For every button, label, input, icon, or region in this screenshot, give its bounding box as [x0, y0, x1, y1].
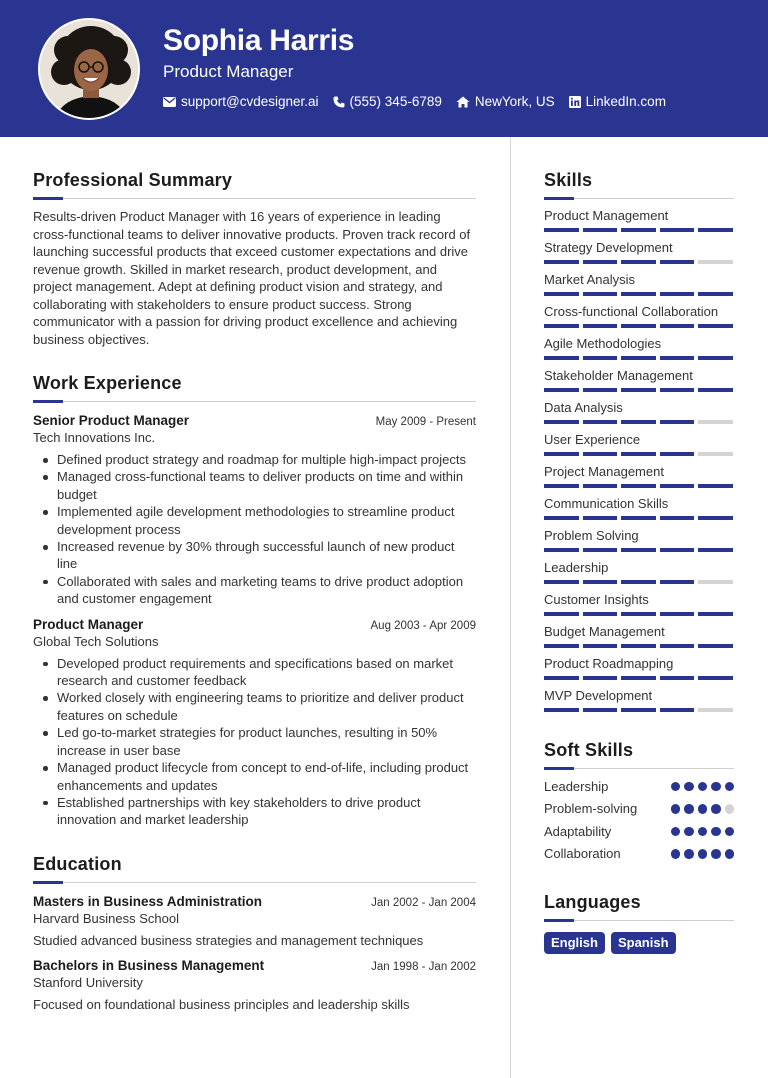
section-divider	[544, 198, 734, 199]
skill-level-segment	[621, 228, 656, 232]
soft-skill-rating	[671, 782, 735, 792]
list-item: Worked closely with engineering teams to prioritize and deliver product features on schedule	[33, 689, 476, 724]
rating-dot	[725, 827, 735, 837]
skill-level-segment	[621, 644, 656, 648]
skill-level-bar	[544, 644, 734, 648]
list-item: Increased revenue by 30% through successful launch of new product line	[33, 538, 476, 573]
skill-level-segment	[621, 388, 656, 392]
skill-level-segment	[583, 452, 618, 456]
skill-level-bar	[544, 420, 734, 424]
job-dates: Aug 2003 - Apr 2009	[370, 619, 476, 632]
skill-level-bar	[544, 708, 734, 712]
skill-level-segment	[583, 676, 618, 680]
linkedin-text: LinkedIn.com	[585, 94, 666, 109]
skill-name: Leadership	[544, 560, 609, 575]
section-title: Work Experience	[33, 373, 182, 393]
skill-level-segment	[544, 548, 579, 552]
school-name: Stanford University	[33, 974, 143, 990]
skill-level-segment	[544, 516, 579, 520]
experience-section	[33, 373, 476, 829]
skill-level-segment	[660, 452, 695, 456]
contact-email[interactable]	[163, 94, 319, 109]
skill-name: Communication Skills	[544, 496, 669, 511]
home-icon	[456, 96, 470, 108]
skill-item	[544, 487, 734, 519]
rating-dot	[698, 827, 708, 837]
section-divider	[544, 768, 734, 769]
skill-item	[544, 263, 734, 295]
skill-item	[544, 423, 734, 455]
skill-level-segment	[583, 484, 618, 488]
skill-level-segment	[583, 388, 618, 392]
skill-name: Product Management	[544, 208, 669, 223]
rating-dot	[671, 804, 681, 814]
email-text: support@cvdesigner.ai	[181, 94, 319, 109]
skill-name: Problem Solving	[544, 528, 639, 543]
job-entry	[33, 413, 476, 608]
skill-level-segment	[621, 708, 656, 712]
skill-level-segment	[583, 548, 618, 552]
soft-skill-name: Collaboration	[544, 846, 621, 862]
skill-level-segment	[698, 228, 733, 232]
soft-skill-name: Problem-solving	[544, 801, 638, 817]
rating-dot	[684, 827, 694, 837]
skill-name: Cross-functional Collaboration	[544, 304, 719, 319]
location-text: NewYork, US	[474, 94, 555, 109]
skill-name: Strategy Development	[544, 240, 673, 255]
list-item: Led go-to-market strategies for product launches, resulting in 50% increase in user base	[33, 724, 476, 759]
skill-level-segment	[544, 388, 579, 392]
education-dates: Jan 1998 - Jan 2002	[371, 960, 476, 973]
rating-dot	[671, 849, 681, 859]
skill-level-segment	[698, 388, 733, 392]
skill-name: Agile Methodologies	[544, 336, 662, 351]
skill-level-segment	[544, 356, 579, 360]
section-divider	[33, 198, 476, 199]
skill-level-segment	[698, 708, 733, 712]
skill-level-segment	[698, 580, 733, 584]
skill-level-segment	[583, 612, 618, 616]
skill-level-segment	[660, 292, 695, 296]
skill-level-segment	[583, 228, 618, 232]
list-item: Managed cross-functional teams to deliver products on time and within budget	[33, 468, 476, 503]
skill-level-bar	[544, 292, 734, 296]
soft-skill-item	[544, 775, 734, 798]
soft-skill-item	[544, 843, 734, 866]
skill-level-segment	[621, 452, 656, 456]
soft-skill-name: Adaptability	[544, 823, 612, 839]
soft-skill-rating	[671, 804, 735, 814]
skill-level-bar	[544, 452, 734, 456]
skill-item	[544, 359, 734, 391]
skill-level-segment	[660, 580, 695, 584]
skill-level-segment	[698, 676, 733, 680]
skill-item	[544, 327, 734, 359]
skill-level-segment	[583, 516, 618, 520]
skill-item	[544, 551, 734, 583]
skill-level-segment	[698, 292, 733, 296]
skill-level-segment	[544, 484, 579, 488]
rating-dot	[725, 782, 735, 792]
skill-level-segment	[660, 548, 695, 552]
rating-dot	[698, 849, 708, 859]
skill-level-segment	[621, 324, 656, 328]
contact-phone[interactable]	[333, 94, 442, 109]
school-name: Harvard Business School	[33, 910, 179, 926]
profile-photo	[38, 18, 140, 120]
skill-name: Market Analysis	[544, 272, 636, 287]
skill-level-segment	[698, 612, 733, 616]
education-dates: Jan 2002 - Jan 2004	[371, 896, 476, 909]
rating-dot	[725, 804, 735, 814]
rating-dot	[671, 782, 681, 792]
contact-location	[456, 94, 555, 109]
phone-text: (555) 345-6789	[349, 94, 442, 109]
column-divider	[510, 137, 511, 1078]
skill-level-segment	[583, 644, 618, 648]
section-title: Skills	[544, 170, 593, 190]
soft-skill-rating	[671, 827, 735, 837]
skills-list	[544, 199, 734, 711]
skill-level-segment	[660, 356, 695, 360]
skill-level-segment	[583, 356, 618, 360]
job-company: Global Tech Solutions	[33, 633, 159, 649]
soft-skill-item	[544, 798, 734, 821]
skill-item	[544, 615, 734, 647]
skill-level-segment	[583, 420, 618, 424]
skill-item	[544, 647, 734, 679]
skill-level-segment	[660, 388, 695, 392]
section-title: Education	[33, 853, 122, 874]
skill-level-segment	[621, 260, 656, 264]
skill-level-segment	[621, 676, 656, 680]
education-entry	[33, 958, 476, 1012]
skill-level-segment	[698, 484, 733, 488]
list-item: Established partnerships with key stakeholders to drive product innovation and market leadership	[33, 794, 476, 829]
list-item: Collaborated with sales and marketing teams to drive product adoption and customer engagement	[33, 573, 476, 608]
rating-dot	[711, 782, 721, 792]
skill-level-segment	[621, 484, 656, 488]
soft-skill-name: Leadership	[544, 778, 609, 794]
rating-dot	[671, 827, 681, 837]
skill-level-segment	[544, 644, 579, 648]
resume-header	[0, 0, 768, 137]
skill-name: MVP Development	[544, 688, 653, 703]
skill-level-segment	[621, 516, 656, 520]
skill-level-segment	[583, 708, 618, 712]
section-divider	[544, 920, 734, 921]
skill-item	[544, 455, 734, 487]
list-item: Managed product lifecycle from concept to end-of-life, including product enhancements and updates	[33, 759, 476, 794]
list-item: Implemented agile development methodologies to streamline product development process	[33, 503, 476, 538]
skill-level-segment	[544, 452, 579, 456]
skill-level-segment	[660, 612, 695, 616]
skill-level-bar	[544, 612, 734, 616]
skill-level-segment	[660, 516, 695, 520]
skill-name: User Experience	[544, 432, 641, 447]
skill-level-segment	[660, 644, 695, 648]
soft-skills-list	[544, 775, 734, 865]
linkedin-icon	[569, 96, 581, 108]
degree-title: Masters in Business Administration	[33, 893, 263, 909]
skill-level-segment	[583, 292, 618, 296]
phone-icon	[333, 96, 345, 108]
skill-level-bar	[544, 356, 734, 360]
education-description: Studied advanced business strategies and management techniques	[33, 932, 424, 948]
skill-level-bar	[544, 228, 734, 232]
sidebar-column	[544, 170, 734, 954]
skill-name: Stakeholder Management	[544, 368, 693, 383]
skill-level-bar	[544, 324, 734, 328]
skill-level-segment	[660, 420, 695, 424]
skill-level-segment	[544, 580, 579, 584]
skill-level-segment	[544, 292, 579, 296]
education-description: Focused on foundational business principles and leadership skills	[33, 996, 410, 1012]
skill-level-segment	[583, 580, 618, 584]
soft-skill-item	[544, 820, 734, 843]
soft-skill-rating	[671, 849, 735, 859]
skill-item	[544, 519, 734, 551]
rating-dot	[711, 827, 721, 837]
skill-name: Budget Management	[544, 624, 665, 639]
skill-level-bar	[544, 388, 734, 392]
skill-level-segment	[698, 356, 733, 360]
skill-level-segment	[621, 580, 656, 584]
contact-linkedin[interactable]	[569, 94, 666, 109]
skill-level-segment	[698, 548, 733, 552]
skill-level-segment	[698, 420, 733, 424]
rating-dot	[684, 782, 694, 792]
skill-name: Data Analysis	[544, 400, 623, 415]
language-tag: English	[544, 932, 605, 954]
skill-level-segment	[621, 292, 656, 296]
email-icon	[163, 97, 176, 107]
skill-level-segment	[544, 324, 579, 328]
skill-level-segment	[544, 260, 579, 264]
skill-level-segment	[544, 420, 579, 424]
skill-level-bar	[544, 516, 734, 520]
skill-level-segment	[698, 516, 733, 520]
skill-level-segment	[583, 324, 618, 328]
skill-level-segment	[698, 260, 733, 264]
skill-item	[544, 199, 734, 231]
job-entry	[33, 617, 476, 829]
skill-level-segment	[621, 356, 656, 360]
skill-level-segment	[660, 676, 695, 680]
section-title: Soft Skills	[544, 740, 634, 760]
skill-name: Customer Insights	[544, 592, 649, 607]
skill-item	[544, 583, 734, 615]
skill-level-segment	[660, 228, 695, 232]
skill-level-bar	[544, 580, 734, 584]
main-column	[33, 170, 476, 1012]
skill-level-segment	[698, 644, 733, 648]
job-bullets	[33, 655, 476, 829]
language-tag: Spanish	[611, 932, 676, 954]
skill-level-segment	[544, 676, 579, 680]
skill-level-segment	[621, 420, 656, 424]
skills-section	[544, 170, 734, 711]
skill-level-segment	[698, 324, 733, 328]
job-title: Senior Product Manager	[33, 413, 190, 428]
soft-skills-section	[544, 740, 734, 865]
skill-level-bar	[544, 484, 734, 488]
education-entry	[33, 894, 476, 948]
list-item: Defined product strategy and roadmap for multiple high-impact projects	[33, 451, 476, 468]
job-title: Product Manager	[33, 616, 144, 632]
candidate-title: Product Manager	[163, 62, 294, 81]
skill-name: Project Management	[544, 464, 664, 479]
summary-text: Results-driven Product Manager with 16 years of experience in leading cross-functional teams to deliver innovative products. Proven track record of launching successful products that exceed customer expectations and drive revenue growth. Skilled in market research, product development, and project management. Adept at defining product vision and strategy, and collaborating with stakeholders to ensure product success. Strong communicator with a passion for driving product excellence and achieving business objectives.	[33, 209, 471, 347]
skill-level-segment	[544, 228, 579, 232]
skill-item	[544, 231, 734, 263]
summary-section	[33, 170, 476, 348]
contact-bar	[163, 94, 680, 109]
skill-item	[544, 679, 734, 711]
rating-dot	[684, 849, 694, 859]
skill-level-segment	[660, 484, 695, 488]
job-bullets	[33, 451, 476, 608]
list-item: Developed product requirements and specifications based on market research and customer feedback	[33, 655, 476, 690]
skill-level-bar	[544, 676, 734, 680]
skill-level-segment	[583, 260, 618, 264]
skill-level-segment	[544, 612, 579, 616]
section-title: Professional Summary	[33, 170, 233, 190]
job-company: Tech Innovations Inc.	[33, 430, 156, 445]
section-divider	[33, 882, 476, 883]
rating-dot	[711, 804, 721, 814]
skill-level-segment	[621, 548, 656, 552]
skill-item	[544, 295, 734, 327]
skill-level-segment	[544, 708, 579, 712]
languages-list	[544, 932, 734, 954]
skill-level-bar	[544, 548, 734, 552]
rating-dot	[698, 782, 708, 792]
section-divider	[33, 401, 476, 402]
candidate-name: Sophia Harris	[163, 24, 355, 57]
skill-item	[544, 391, 734, 423]
skill-level-segment	[698, 452, 733, 456]
rating-dot	[725, 849, 735, 859]
rating-dot	[711, 849, 721, 859]
skill-level-segment	[660, 260, 695, 264]
education-section	[33, 854, 476, 1012]
skill-level-segment	[621, 612, 656, 616]
rating-dot	[698, 804, 708, 814]
job-dates: May 2009 - Present	[375, 416, 476, 428]
skill-level-bar	[544, 260, 734, 264]
skill-level-segment	[660, 708, 695, 712]
rating-dot	[684, 804, 694, 814]
degree-title: Bachelors in Business Management	[33, 957, 265, 973]
skill-level-segment	[660, 324, 695, 328]
section-title: Languages	[544, 892, 641, 912]
languages-section	[544, 892, 734, 954]
skill-name: Product Roadmapping	[544, 656, 674, 671]
